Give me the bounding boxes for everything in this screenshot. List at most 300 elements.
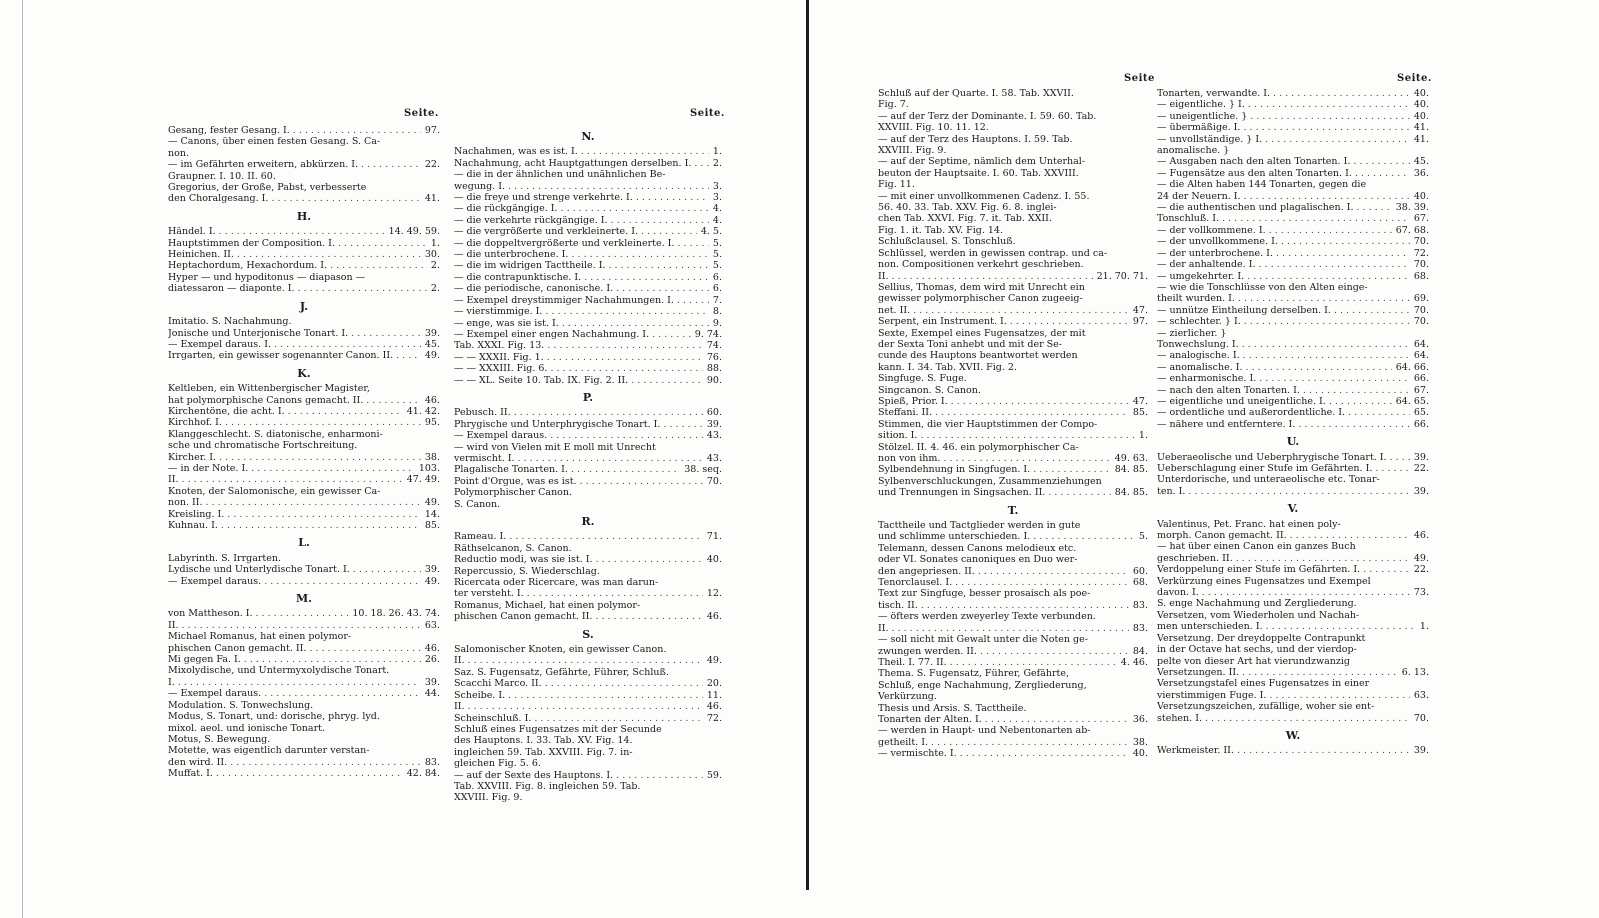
index-entry xyxy=(878,543,1148,554)
entry-pages: 39. xyxy=(424,564,440,576)
index-entry xyxy=(878,202,1148,213)
entry-pages: 73. xyxy=(1413,587,1429,599)
entry-term: phischen Canon gemacht. II. . . . xyxy=(168,643,421,654)
entry-pages xyxy=(1425,701,1429,712)
entry-pages xyxy=(1144,668,1148,679)
entry-term: Tab. XXVIII. Fig. 8. ingleichen 59. Tab. xyxy=(454,780,641,792)
entry-term: Theil. I. 77. II. . . . xyxy=(878,657,1117,668)
entry-pages xyxy=(1144,419,1148,430)
index-entry xyxy=(454,238,722,249)
entry-term: Tonarten, verwandte. I. . . . xyxy=(1157,88,1410,99)
entry-pages xyxy=(1425,598,1429,609)
entry-pages: 84. 85. xyxy=(1114,464,1148,476)
index-entry xyxy=(168,417,440,428)
entry-pages xyxy=(718,577,722,588)
entry-term: hat polymorphische Canons gemacht. II. . . . xyxy=(168,395,421,406)
index-entry xyxy=(878,611,1148,622)
index-entry xyxy=(878,442,1148,453)
entry-pages: 49. xyxy=(424,497,440,509)
index-entry xyxy=(454,701,722,712)
entry-pages xyxy=(436,429,440,440)
entry-term: — die im widrigen Tacttheile. I. . . . xyxy=(454,260,709,271)
entry-pages: 49. xyxy=(424,575,440,587)
entry-pages: 41. 42. xyxy=(406,405,440,417)
index-entry xyxy=(1157,179,1429,190)
index-entry xyxy=(878,362,1148,373)
index-entry xyxy=(454,781,722,792)
index-entry xyxy=(1157,339,1429,350)
entry-pages xyxy=(718,724,722,735)
entry-term: non. Compositionen verkehrt geschrieben. xyxy=(878,259,1084,271)
entry-term: S. enge Nachahmung und Zergliederung. xyxy=(1157,598,1357,610)
index-entry xyxy=(878,714,1148,725)
entry-pages: 1. xyxy=(430,237,440,249)
index-entry xyxy=(1157,134,1429,145)
index-entry xyxy=(454,464,722,475)
entry-pages xyxy=(1144,680,1148,691)
index-entry xyxy=(878,385,1148,396)
entry-term: — Canons, über einen festen Gesang. S. Ca- xyxy=(168,136,381,148)
entry-pages: 22. xyxy=(424,159,440,171)
index-entry xyxy=(878,531,1148,542)
index-entry xyxy=(1157,678,1429,689)
entry-term: — die freye und strenge verkehrte. I. . . . xyxy=(454,192,709,203)
entry-pages xyxy=(1425,328,1429,339)
entry-pages: 67. xyxy=(1413,213,1429,225)
entry-term: Ueberaeolische und Ueberphrygische Tonart. I. . . . xyxy=(1157,452,1410,463)
index-entry xyxy=(454,531,722,542)
entry-pages: 70. xyxy=(1413,712,1429,724)
entry-term: Versetzen, vom Wiederholen und Nachah- xyxy=(1157,609,1360,621)
entry-term: gleichen Fig. 5. 6. xyxy=(454,758,541,770)
index-entry xyxy=(168,193,440,204)
index-entry xyxy=(454,295,722,306)
entry-pages: 6. 13. xyxy=(1401,666,1429,678)
entry-term: Modus, S. Tonart, und: dorische, phryg. lyd. xyxy=(168,711,380,723)
index-entry xyxy=(454,203,722,214)
entry-term: — die vergrößerte und verkleinerte. I. . . . xyxy=(454,226,697,237)
entry-term: sche und chromatische Fortschreitung. xyxy=(168,440,358,452)
entry-pages: 39. xyxy=(1413,485,1429,497)
index-entry xyxy=(454,588,722,599)
index-entry xyxy=(168,486,440,497)
index-entry xyxy=(1157,373,1429,384)
entry-pages xyxy=(1144,145,1148,156)
index-entry xyxy=(454,487,722,498)
entry-term: non. xyxy=(168,147,189,159)
entry-term: — nach den alten Tonarten. I. . . . xyxy=(1157,385,1410,396)
section-letter: H. xyxy=(296,209,312,223)
index-entry xyxy=(1157,213,1429,224)
index-entry xyxy=(1157,713,1429,724)
section-letter: W. xyxy=(1285,728,1301,742)
entry-term: Kirchhof. I. . . . xyxy=(168,417,421,428)
index-column-right-1 xyxy=(878,88,1148,760)
index-entry xyxy=(1157,122,1429,133)
entry-term: theilt wurden. I. . . . xyxy=(1157,293,1410,304)
entry-pages: 70. xyxy=(1413,316,1429,328)
entry-pages: 74. xyxy=(706,340,722,352)
index-entry xyxy=(878,476,1148,487)
index-entry xyxy=(1157,328,1429,339)
entry-pages xyxy=(1144,202,1148,213)
entry-term: I. . . . xyxy=(168,677,421,688)
index-entry xyxy=(878,339,1148,350)
entry-pages xyxy=(1144,339,1148,350)
index-entry xyxy=(168,688,440,699)
entry-pages: 64. xyxy=(1413,350,1429,362)
entry-term: Heinichen. II. . . . xyxy=(168,249,421,260)
entry-pages: 1. xyxy=(1419,621,1429,633)
index-entry xyxy=(1157,463,1429,474)
entry-term: Modulation. S. Tonwechslung. xyxy=(168,699,314,711)
entry-term: Tonwechslung. I. . . . xyxy=(1157,339,1410,350)
section-letter: U. xyxy=(1286,435,1300,449)
index-entry xyxy=(1157,656,1429,667)
index-entry xyxy=(454,667,722,678)
entry-term: Versetzung. Der dreydoppelte Contrapunkt xyxy=(1157,632,1366,644)
index-entry xyxy=(1157,541,1429,552)
index-entry xyxy=(168,474,440,485)
entry-pages xyxy=(1425,541,1429,552)
entry-pages: 2. xyxy=(712,157,722,169)
entry-pages xyxy=(1144,111,1148,122)
section-letter: R. xyxy=(581,515,595,528)
entry-term: — — XXXII. Fig. 1. . . . xyxy=(454,352,703,363)
entry-pages xyxy=(1144,588,1148,599)
entry-term: Händel. I. . . . xyxy=(168,226,385,237)
entry-term: stehen. I. . . . xyxy=(1157,713,1410,724)
entry-term: beuton der Hauptsaite. I. 60. Tab. XXVIII. xyxy=(878,167,1079,179)
entry-pages xyxy=(1144,373,1148,384)
entry-term: von Mattheson. I. . . . xyxy=(168,608,348,619)
entry-term: Gesang, fester Gesang. I. . . . xyxy=(168,125,421,136)
entry-term: Sellius, Thomas, dem wird mit Unrecht ein xyxy=(878,281,1085,293)
entry-pages xyxy=(1144,554,1148,565)
entry-term: diatessaron — diaponte. I. . . . xyxy=(168,283,427,294)
index-entry xyxy=(454,249,722,260)
index-entry xyxy=(1157,633,1429,644)
index-entry xyxy=(454,453,722,464)
entry-pages xyxy=(436,440,440,451)
entry-term: — schlechter. } I. . . . xyxy=(1157,316,1410,327)
entry-pages: 47. xyxy=(1132,395,1148,407)
entry-pages xyxy=(436,148,440,159)
index-entry xyxy=(454,747,722,758)
entry-term: — umgekehrter. I. . . . xyxy=(1157,271,1410,282)
entry-term: — auf der Septime, nämlich dem Unterhal- xyxy=(878,156,1086,168)
entry-pages: 103. xyxy=(418,462,440,474)
entry-pages: 39. xyxy=(424,676,440,688)
column-header: Seite. xyxy=(404,108,439,119)
index-entry xyxy=(454,442,722,453)
index-entry xyxy=(878,350,1148,361)
index-entry xyxy=(454,192,722,203)
index-entry xyxy=(454,340,722,351)
entry-term: 24 der Neuern. I. . . . xyxy=(1157,191,1410,202)
entry-pages: 40. xyxy=(706,554,722,566)
entry-pages xyxy=(436,553,440,564)
entry-pages: 70. xyxy=(1413,304,1429,316)
entry-pages xyxy=(1144,543,1148,554)
index-entry xyxy=(1157,305,1429,316)
index-entry xyxy=(454,577,722,588)
index-entry xyxy=(1157,553,1429,564)
entry-pages: 38. xyxy=(1132,736,1148,748)
entry-term: Scheibe. I. . . . xyxy=(454,690,703,701)
entry-term: — ordentliche und außerordentliche. I. . . . xyxy=(1157,407,1410,418)
entry-term: Sylbendehnung in Singfugen. I. . . . xyxy=(878,464,1111,475)
index-entry xyxy=(454,272,722,283)
index-entry xyxy=(1157,99,1429,110)
entry-pages xyxy=(436,272,440,283)
index-entry xyxy=(168,283,440,294)
entry-pages xyxy=(1425,474,1429,485)
index-entry xyxy=(1157,168,1429,179)
entry-pages xyxy=(1425,282,1429,293)
index-entry xyxy=(168,700,440,711)
index-entry xyxy=(1157,156,1429,167)
index-entry xyxy=(168,631,440,642)
index-entry xyxy=(454,226,722,237)
index-entry xyxy=(454,181,722,192)
entry-pages xyxy=(1144,248,1148,259)
index-entry xyxy=(1157,111,1429,122)
index-entry xyxy=(454,306,722,317)
index-entry xyxy=(878,703,1148,714)
index-entry xyxy=(878,179,1148,190)
entry-term: ingleichen 59. Tab. XXVIII. Fig. 7. in- xyxy=(454,746,633,758)
entry-term: Lydische und Unterlydische Tonart. I. . . . xyxy=(168,564,421,575)
entry-term: XXVIII. Fig. 9. xyxy=(878,145,947,157)
entry-term: S. Canon. xyxy=(454,498,501,510)
entry-pages: 4. xyxy=(712,214,722,226)
index-entry xyxy=(878,225,1148,236)
index-entry xyxy=(454,352,722,363)
entry-pages: 59. xyxy=(706,769,722,781)
entry-term: ter versteht. I. . . . xyxy=(454,588,703,599)
entry-pages: 9. 74. xyxy=(694,328,722,340)
entry-pages: 64. 65. xyxy=(1395,395,1429,407)
entry-pages xyxy=(1144,725,1148,736)
entry-pages xyxy=(718,735,722,746)
index-entry xyxy=(1157,362,1429,373)
entry-pages xyxy=(436,182,440,193)
entry-pages xyxy=(1144,611,1148,622)
entry-pages: 40. xyxy=(1413,110,1429,122)
entry-pages: 66. xyxy=(1413,373,1429,385)
index-entry xyxy=(878,566,1148,577)
entry-pages: 49. xyxy=(1413,552,1429,564)
entry-term: Irrgarten, ein gewisser sogenannter Canon. II. . . . xyxy=(168,350,421,361)
entry-term: II. . . . xyxy=(878,623,1129,634)
index-entry xyxy=(1157,598,1429,609)
entry-term: Labyrinth. S. Irrgarten. xyxy=(168,552,282,564)
entry-term: oder VI. Sonates canoniques en Duo wer- xyxy=(878,554,1078,566)
index-entry xyxy=(454,169,722,180)
entry-term: Hauptstimmen der Composition. I. . . . xyxy=(168,238,427,249)
index-entry xyxy=(1157,587,1429,598)
entry-pages: 49. xyxy=(706,655,722,667)
section-letter: N. xyxy=(581,130,595,143)
entry-pages: 4. 46. xyxy=(1120,656,1148,668)
entry-pages xyxy=(1425,656,1429,667)
entry-term: Versetzungszeichen, zufällige, woher sie ent- xyxy=(1157,701,1375,713)
index-entry xyxy=(168,440,440,451)
index-entry xyxy=(1157,225,1429,236)
entry-term: Heptachordum, Hexachordum. I. . . . xyxy=(168,260,427,271)
entry-pages: 49. 63. xyxy=(1114,453,1148,464)
entry-pages: 45. xyxy=(424,338,440,350)
index-entry xyxy=(878,259,1148,270)
index-entry xyxy=(168,238,440,249)
entry-pages: 47. 49. xyxy=(406,474,440,486)
entry-pages: 41. xyxy=(1413,133,1429,145)
entry-pages xyxy=(1425,145,1429,156)
entry-term: Tonschluß. I. . . . xyxy=(1157,213,1410,224)
index-entry xyxy=(168,745,440,756)
entry-pages: 84. xyxy=(1132,645,1148,657)
entry-term: Nachahmen, was es ist. I. . . . xyxy=(454,146,709,157)
entry-pages: 43. xyxy=(706,452,722,464)
entry-pages: 22. xyxy=(1413,564,1429,576)
entry-term: — auf der Sexte des Hauptons. I. . . . xyxy=(454,770,703,781)
entry-pages xyxy=(718,792,722,803)
entry-term: Versetzungen. II. . . . xyxy=(1157,667,1398,678)
entry-term: Valentinus, Pet. Franc. hat einen poly- xyxy=(1157,518,1341,530)
entry-term: — die rückgängige. I. . . . xyxy=(454,203,709,214)
entry-term: Graupner. I. 10. II. 60. xyxy=(168,170,276,182)
entry-term: und Trennungen in Singsachen. II. . . . xyxy=(878,487,1111,498)
entry-pages xyxy=(1144,328,1148,339)
entry-term: non von ihm. . . . xyxy=(878,453,1111,464)
entry-pages xyxy=(1425,610,1429,621)
index-entry xyxy=(454,644,722,655)
entry-pages xyxy=(1144,168,1148,179)
index-entry xyxy=(454,735,722,746)
entry-term: Salomonischer Knoten, ein gewisser Canon. xyxy=(454,644,667,656)
index-entry xyxy=(454,407,722,418)
entry-term: Stölzel. II. 4. 46. ein polymorphischer Ca- xyxy=(878,441,1079,453)
index-entry xyxy=(1157,701,1429,712)
index-entry xyxy=(454,283,722,294)
entry-pages xyxy=(1425,644,1429,655)
entry-pages: 42. 84. xyxy=(406,768,440,780)
index-entry xyxy=(878,248,1148,259)
entry-pages: 85. xyxy=(424,520,440,531)
entry-term: Werkmeister. II. . . . xyxy=(1157,745,1410,756)
entry-pages: 9. xyxy=(712,317,722,329)
entry-pages xyxy=(718,566,722,577)
section-letter: L. xyxy=(298,536,310,550)
entry-term: — soll nicht mit Gewalt unter die Noten ge- xyxy=(878,634,1088,646)
entry-pages xyxy=(1144,259,1148,270)
entry-term: Mixolydische, und Untermyxolydische Tonart. xyxy=(168,665,390,677)
index-entry xyxy=(454,678,722,689)
entry-pages: 3. xyxy=(712,192,722,204)
entry-pages: 67. 68. xyxy=(1395,224,1429,236)
entry-term: Schlüssel, werden in gewissen contrap. und ca- xyxy=(878,247,1108,259)
entry-term: Saz. S. Fugensatz, Gefährte, Führer, Schluß. xyxy=(454,666,669,678)
section-letter: P. xyxy=(582,390,594,404)
index-entry xyxy=(454,543,722,554)
entry-pages xyxy=(1144,282,1148,293)
index-entry xyxy=(878,145,1148,156)
index-entry xyxy=(878,282,1148,293)
index-entry xyxy=(454,260,722,271)
index-entry xyxy=(1157,576,1429,587)
entry-pages xyxy=(718,442,722,453)
index-entry xyxy=(1157,350,1429,361)
entry-pages: 22. xyxy=(1413,463,1429,474)
index-entry xyxy=(454,419,722,430)
entry-pages: 47. xyxy=(1132,304,1148,316)
index-entry xyxy=(1157,667,1429,678)
entry-term: — die contrapunktische. I. . . . xyxy=(454,272,709,283)
index-entry xyxy=(168,654,440,665)
entry-term: — zierlicher. } xyxy=(1157,327,1227,339)
entry-pages: 40. xyxy=(1132,748,1148,760)
index-column-right-2 xyxy=(1157,88,1429,757)
index-entry xyxy=(1157,271,1429,282)
entry-pages xyxy=(436,631,440,642)
entry-term: — Ausgaben nach den alten Tonarten. I. . . . xyxy=(1157,156,1410,167)
entry-term: Jonische und Unterjonische Tonart. I. . . . xyxy=(168,328,421,339)
entry-pages: 5. xyxy=(1138,531,1148,543)
entry-term: Kuhnau. I. . . . xyxy=(168,520,421,531)
entry-term: chen Tab. XXVI. Fig. 7. it. Tab. XXII. xyxy=(878,213,1052,225)
entry-term: cunde des Hauptons beantwortet werden xyxy=(878,350,1078,362)
entry-term: vermischt. I. . . . xyxy=(454,453,703,464)
entry-term: Motette, was eigentlich darunter verstan- xyxy=(168,745,370,757)
entry-term: — Exempel daraus. I. . . . xyxy=(168,339,421,350)
entry-pages: 46. xyxy=(706,611,722,623)
index-entry xyxy=(878,680,1148,691)
section-letter: M. xyxy=(295,592,312,606)
section-letter: J. xyxy=(299,299,309,313)
index-entry xyxy=(1157,385,1429,396)
index-entry xyxy=(878,464,1148,475)
entry-pages: 20. xyxy=(706,678,722,690)
entry-pages: 11. xyxy=(706,689,722,701)
index-entry xyxy=(168,350,440,361)
entry-pages xyxy=(1144,179,1148,190)
entry-pages xyxy=(718,487,722,498)
entry-term: Knoten, der Salomonische, ein gewisser Ca- xyxy=(168,485,381,497)
entry-term: phischen Canon gemacht. II. . . . xyxy=(454,611,703,622)
entry-term: Motus, S. Bewegung. xyxy=(168,733,271,745)
entry-term: — nähere und entferntere. I. . . . xyxy=(1157,419,1410,430)
entry-term: zwungen werden. II. . . . xyxy=(878,646,1129,657)
entry-term: Versetzungstafel eines Fugensatzes in einer xyxy=(1157,678,1370,690)
entry-term: — im Gefährten erweitern, abkürzen. I. . . . xyxy=(168,159,421,170)
entry-term: — enharmonische. I. . . . xyxy=(1157,373,1410,384)
index-entry xyxy=(878,691,1148,702)
entry-term: den angepriesen. II. . . . xyxy=(878,566,1129,577)
entry-pages: 84. 85. xyxy=(1114,487,1148,499)
entry-term: Scheinschluß. I. . . . xyxy=(454,713,703,724)
entry-pages xyxy=(1144,442,1148,453)
entry-pages: 4. 5. xyxy=(700,226,722,238)
entry-pages: 46. xyxy=(424,394,440,406)
entry-term: — mit einer unvollkommenen Cadenz. I. 55. xyxy=(878,190,1090,202)
index-entry xyxy=(878,134,1148,145)
entry-pages: 66. xyxy=(1413,418,1429,430)
entry-term: geschrieben. II. . . . xyxy=(1157,553,1410,564)
entry-term: Fig. 11. xyxy=(878,179,915,191)
entry-pages xyxy=(1144,191,1148,202)
index-entry xyxy=(168,497,440,508)
